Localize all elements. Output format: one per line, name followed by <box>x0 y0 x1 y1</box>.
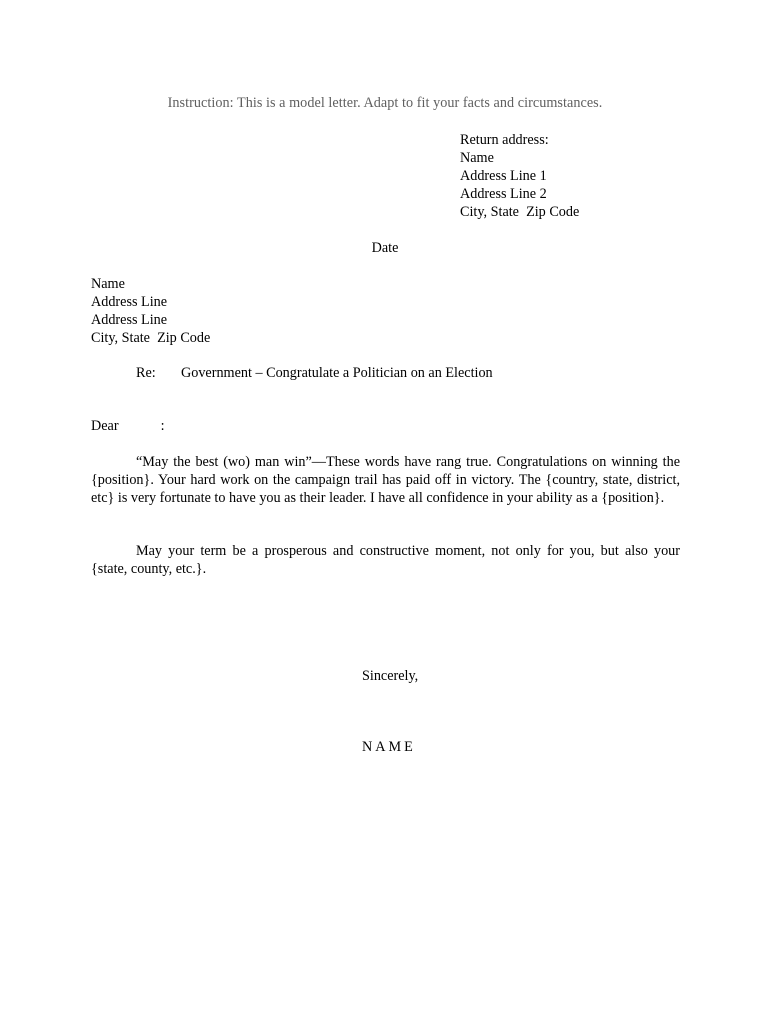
closing: Sincerely, <box>362 668 419 684</box>
return-address-line-1: Address Line 1 <box>460 168 547 184</box>
recipient-city-state-zip: City, State Zip Code <box>91 330 211 346</box>
salutation <box>91 417 165 435</box>
subject-line <box>136 364 493 382</box>
return-address-city-state-zip: City, State Zip Code <box>460 204 580 220</box>
return-address-name: Name <box>460 150 494 166</box>
recipient-address-line-1: Address Line <box>91 294 168 310</box>
recipient-address-block <box>91 275 210 347</box>
body-paragraph-1: “May the best (wo) man win”—These words have rang true. Congratulations on winning the {position}. Your hard work on the campaign trail has paid off in victory. The {country, state, district, etc} is very fortunate to have you as their leader. I have all confidence in your ability as a {position}. <box>91 454 680 506</box>
salutation-colon: : <box>160 418 165 434</box>
return-address-block <box>460 131 579 221</box>
return-address-line-2: Address Line 2 <box>460 186 547 202</box>
letter-date: Date <box>371 240 399 256</box>
recipient-name: Name <box>91 276 125 292</box>
recipient-address-line-2: Address Line <box>91 312 168 328</box>
salutation-greeting: Dear <box>91 418 119 434</box>
body-paragraph-2: May your term be a prosperous and constructive moment, not only for you, but also your {state, county, etc.}. <box>91 543 680 577</box>
subject-label: Re: <box>136 365 156 381</box>
instruction-note: Instruction: This is a model letter. Adapt to fit your facts and circumstances. <box>167 95 603 111</box>
signature-name: NAME <box>362 739 416 755</box>
return-address-label: Return address: <box>460 132 549 148</box>
subject-text: Government – Congratulate a Politician on an Election <box>181 365 493 381</box>
